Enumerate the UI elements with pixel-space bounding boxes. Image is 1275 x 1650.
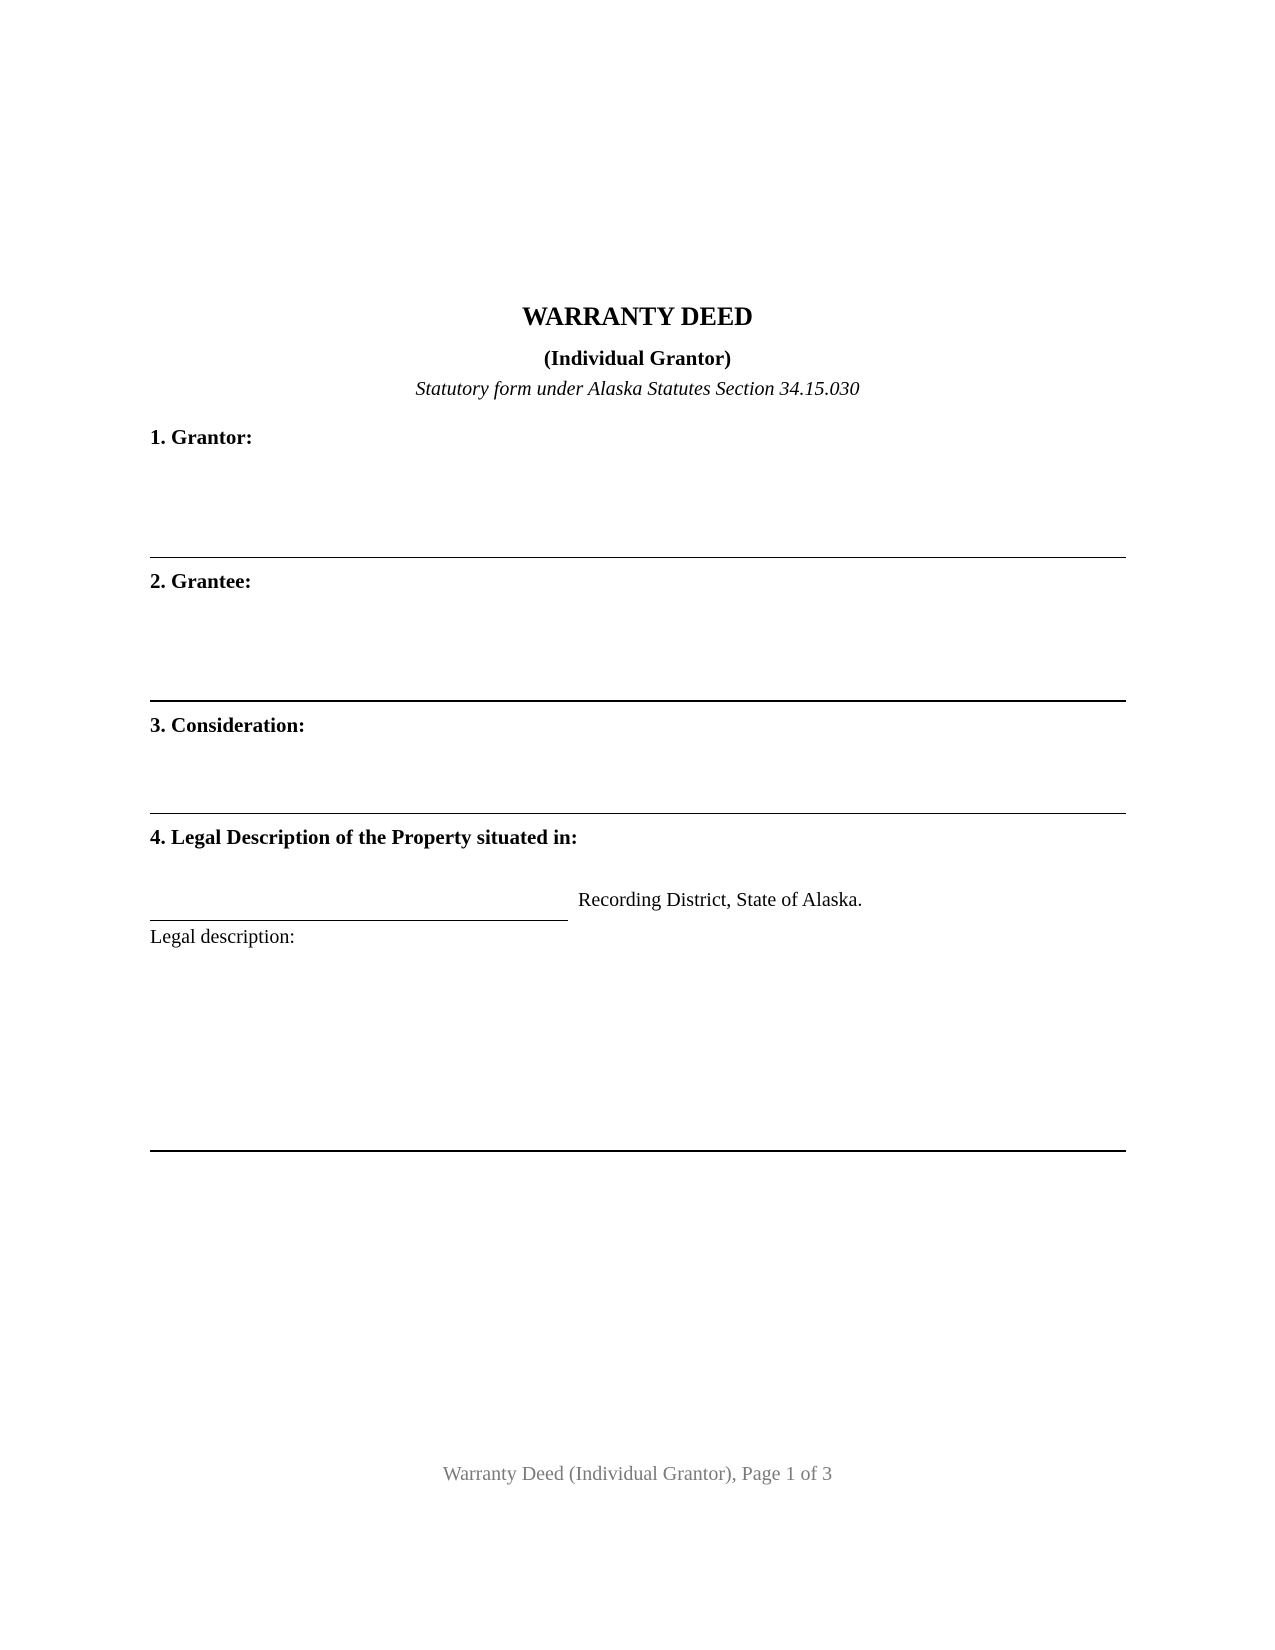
grantor-label: 1. Grantor: <box>150 425 253 449</box>
legal-description-field-line[interactable] <box>150 1150 1126 1152</box>
document-subtitle: (Individual Grantor) <box>543 346 732 370</box>
grantee-field-line[interactable] <box>150 700 1126 702</box>
legal-description-field-label: Legal description: <box>150 926 295 948</box>
legal-description-label: 4. Legal Description of the Property situated in: <box>150 825 578 849</box>
consideration-label: 3. Consideration: <box>150 713 306 737</box>
document-title: WARRANTY DEED <box>522 302 753 331</box>
grantor-field-line[interactable] <box>150 557 1126 558</box>
statute-note: Statutory form under Alaska Statutes Section 34.15.030 <box>415 378 860 400</box>
grantee-label: 2. Grantee: <box>150 569 252 593</box>
recording-district-field-line[interactable] <box>150 920 568 921</box>
consideration-field-line[interactable] <box>150 813 1126 814</box>
recording-district-text: Recording District, State of Alaska. <box>578 889 863 911</box>
page-footer: Warranty Deed (Individual Grantor), Page 1 of 3 <box>442 1463 833 1485</box>
